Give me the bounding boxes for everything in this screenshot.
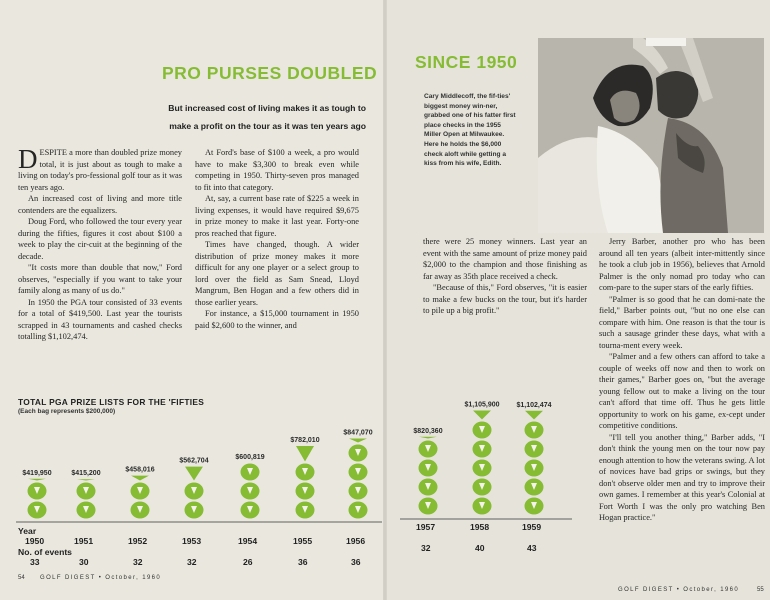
col1-paragraph-3: Doug Ford, who followed the tour every year during the fifties, figures it cost about $100 a week to play the cir-cuit at the beginning of the decade. — [18, 217, 182, 261]
events-tick-label: 30 — [79, 557, 89, 567]
bar-value-label: $1,102,474 — [516, 401, 552, 409]
col2-paragraph-1: At Ford's base of $100 a week, a pro would have to make $3,300 to break even while competing in 1950. Thirty-seven pros managed to fit into that category. — [195, 148, 359, 192]
photo-caption: Cary Middlecoff, the fif-ties' biggest money win-ner, grabbed one of his fatter first place checks in the 1955 Miller Open at Milwaukee. Here he holds the $6,000 check aloft while getting a kiss from his wife, Edith. — [424, 93, 516, 168]
col2-paragraph-3: Times have changed, though. A wider distribution of prize money makes it more difficult for any one player or a select group to lord over the field as Sam Snead, Lloyd Mangrum, Ben Hogan and a few others did in those earlier years. — [195, 240, 359, 307]
col4-paragraph-2: "Palmer is so good that he can domi-nate the field," Barber points out, "but no one else can compare with him. One reason is that the tour is such a sausage grinder these days, what with a tourna-ment every week. — [599, 294, 765, 350]
bag-stack-1951 — [71, 470, 100, 518]
col2-paragraph-2: At, say, a current base rate of $225 a week in living expenses, it would have required $9,675 in prize money to make it last year. Forty-one pros reached that figure. — [195, 194, 359, 238]
bar-value-label: $458,016 — [125, 466, 155, 474]
year-axis-label: Year — [18, 526, 37, 536]
page-number-right: 55 — [757, 587, 764, 593]
bar-value-label: $562,704 — [179, 457, 209, 465]
year-tick-label: 1954 — [238, 536, 258, 546]
bag-stack-1956 — [343, 429, 372, 518]
bar-value-label: $820,360 — [413, 427, 443, 435]
partial-money-bag-icon — [77, 479, 95, 480]
bag-stack-1959 — [516, 402, 551, 515]
bar-value-label: $415,200 — [71, 470, 101, 478]
col1-paragraph-4: "It costs more than double that now," Ford observes, "especially if you want to take your family along as many of us do." — [18, 263, 182, 295]
bag-stack-1955 — [290, 437, 319, 518]
col4-paragraph-1: Jerry Barber, another pro who has been around all ten years (albeit inter-mittently since he took a club job in 1956), believes that Arnold Palmer is the only nomad pro today who can com-pare to the super stars of the early fifties. — [599, 237, 765, 292]
col3-paragraph-1: there were 25 money winners. Last year an event with the same amount of prize money paid $2,000 to the champion and those finishing as far away as 35th place received a check. — [423, 237, 587, 281]
bag-stack-1954 — [235, 454, 264, 519]
col4-paragraph-3: "Palmer and a few others can afford to take a couple of weeks off now and then to work on their games," Barber goes on, "but the average young fellow out to make a living on the tour can't afford that time off. Thus he gets little opportunity to work on his game, ex-cept under competitive conditions. — [599, 352, 765, 430]
col3-paragraph-2: "Because of this," Ford observes, "it is easier to make a few bucks on the tour, but it's harder to pile up a big profit." — [423, 283, 587, 315]
bar-value-label: $847,070 — [343, 429, 373, 437]
col4-paragraph-4: "I'll tell you another thing," Barber adds, "I don't think the young men on the tour now pay enough attention to how the veterans swing. A lot of novices have bad grips or swings, but they don't observe older men and try to improve their own games. I remember at this year's Colonial at Fort Worth I was the only pro watching Ben Hogan practice." — [599, 432, 765, 522]
bar-value-label: $419,950 — [22, 469, 52, 477]
year-tick-label: 1956 — [346, 536, 366, 546]
events-tick-label: 33 — [30, 557, 40, 567]
year-tick-label: 1953 — [182, 536, 202, 546]
partial-money-bag-icon — [131, 476, 149, 481]
events-axis-label: No. of events — [18, 547, 72, 557]
bag-stack-1950 — [22, 470, 51, 519]
col1-paragraph-2: An increased cost of living and more title contenders are the equalizers. — [18, 194, 182, 215]
subhead-line-2: make a profit on the tour as it was ten years ago — [169, 121, 366, 131]
bag-stack-1957 — [413, 428, 442, 515]
page-number-left: 54 — [18, 575, 25, 581]
col1-paragraph-1: ESPITE a more than doubled prize money total, it is just about as tough to make a living on today's pro-fessional golf tour as it was ten years ago. — [18, 148, 182, 192]
footer-right: GOLF DIGEST • October, 1960 — [618, 587, 740, 593]
events-tick-label: 36 — [351, 557, 361, 567]
bar-value-label: $600,819 — [235, 454, 265, 461]
subhead-line-1: But increased cost of living makes it as tough to — [168, 103, 366, 113]
partial-money-bag-icon — [28, 479, 46, 481]
chart-title: TOTAL PGA PRIZE LISTS FOR THE 'FIFTIES — [18, 397, 205, 407]
partial-money-bag-icon — [185, 467, 203, 481]
headline-left: PRO PURSES DOUBLED — [162, 63, 378, 83]
partial-money-bag-icon — [473, 410, 491, 419]
year-tick-label: 1958 — [470, 522, 490, 532]
events-tick-label: 32 — [133, 557, 143, 567]
footer-left: GOLF DIGEST • October, 1960 — [40, 575, 162, 581]
partial-money-bag-icon — [349, 438, 367, 442]
events-tick-label: 36 — [298, 557, 308, 567]
year-tick-label: 1955 — [293, 536, 313, 546]
events-tick-label: 40 — [475, 543, 485, 553]
bar-value-label: $782,010 — [290, 437, 320, 445]
year-tick-label: 1950 — [25, 536, 45, 546]
drop-cap: D — [18, 144, 38, 174]
events-tick-label: 26 — [243, 557, 253, 567]
bag-stack-1952 — [125, 467, 154, 519]
year-tick-label: 1951 — [74, 536, 94, 546]
year-tick-label: 1959 — [522, 522, 542, 532]
events-tick-label: 43 — [527, 543, 537, 553]
col2-paragraph-4: For instance, a $15,000 tournament in 1950 paid $2,600 to the winner, and — [195, 309, 359, 330]
partial-money-bag-icon — [525, 411, 543, 420]
events-tick-label: 32 — [187, 557, 197, 567]
col1-paragraph-5: In 1950 the PGA tour consisted of 33 events for a total of $419,500. Last year the tourists scrapped in 43 tournaments and cashed checks totalling $1,102,474. — [18, 297, 182, 341]
headline-right: SINCE 1950 — [415, 52, 518, 72]
events-tick-label: 32 — [421, 543, 431, 553]
year-tick-label: 1957 — [416, 522, 436, 532]
year-tick-label: 1952 — [128, 536, 148, 546]
partial-money-bag-icon — [419, 437, 437, 439]
partial-money-bag-icon — [296, 446, 314, 461]
bag-stack-1953 — [179, 458, 208, 519]
chart-subtitle: (Each bag represents $200,000) — [18, 408, 116, 415]
bar-value-label: $1,105,900 — [464, 401, 500, 409]
bag-stack-1958 — [464, 401, 499, 514]
